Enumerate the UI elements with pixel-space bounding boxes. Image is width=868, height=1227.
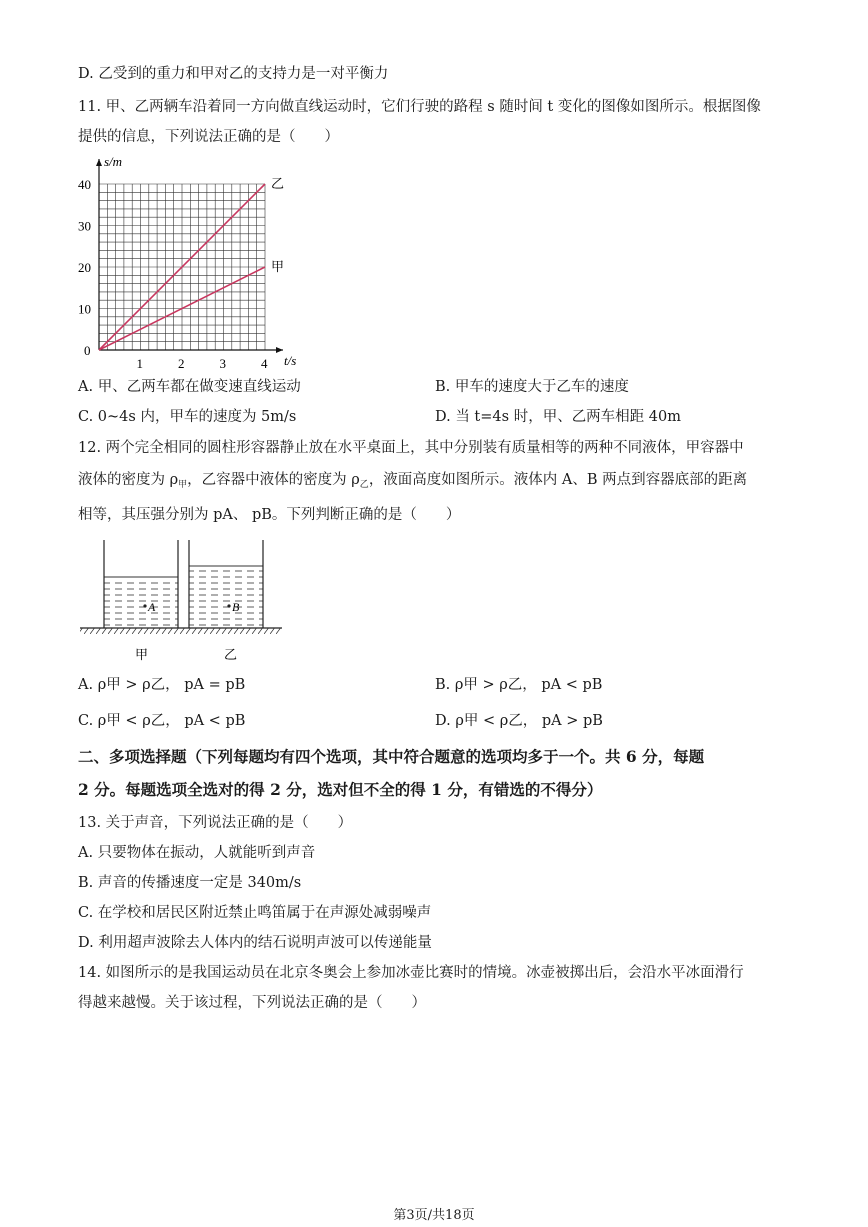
x-tick-label: 1 <box>136 356 143 371</box>
section2-heading-line1: 二、多项选择题（下列每题均有四个选项，其中符合题意的选项均多于一个。共 6 分，每题 <box>78 747 705 766</box>
q14-stem-line1: 14. 如图所示的是我国运动员在北京冬奥会上参加冰壶比赛时的情境。冰壶被掷出后，会沿水平冰面滑行 <box>78 965 744 981</box>
page-footer: 第3页/共18页 <box>393 1208 475 1223</box>
x-tick-label: 4 <box>261 356 268 371</box>
q12-stem-line3: 相等，其压强分别为 pA、 pB。下列判断正确的是（ ） <box>78 507 461 523</box>
q12-option-d: D. ρ甲 < ρ乙， pA > pB <box>435 713 603 729</box>
q11-option-d: D. 当 t=4s 时，甲、乙两车相距 40m <box>435 409 681 425</box>
q11-chart <box>78 153 308 373</box>
point-b-label: B <box>232 600 240 614</box>
y-tick-label: 40 <box>78 177 91 192</box>
q12-option-b: B. ρ甲 > ρ乙， pA < pB <box>435 677 603 693</box>
q11-option-a: A. 甲、乙两车都在做变速直线运动 <box>78 379 301 395</box>
series-label-yi: 乙 <box>271 176 285 191</box>
q11-stem-line2: 提供的信息，下列说法正确的是（ ） <box>78 129 339 145</box>
y-tick-label: 20 <box>78 260 91 275</box>
point-a-label: A <box>148 600 156 614</box>
label-jia: 甲 <box>135 647 149 662</box>
y-tick-label: 0 <box>84 343 91 358</box>
x-tick-label: 2 <box>178 356 185 371</box>
x-axis-arrow <box>276 347 283 353</box>
q13-option-d: D. 利用超声波除去人体内的结石说明声波可以传递能量 <box>78 935 432 951</box>
q11-option-b: B. 甲车的速度大于乙车的速度 <box>435 379 629 395</box>
q12-option-a: A. ρ甲 > ρ乙， pA = pB <box>78 677 246 693</box>
section2-heading-line2: 2 分。每题选项全选对的得 2 分，选对但不全的得 1 分，有错选的不得分） <box>78 780 603 799</box>
q12-stem-line2: 液体的密度为 $\rho_甲$，乙容器中液体的密度为 $\rho_乙$，液面高度如图所示。液体内 A、B 两点到容器底部的距离 <box>78 472 748 490</box>
series-label-jia: 甲 <box>271 259 285 274</box>
q10-option-d: D. 乙受到的重力和甲对乙的支持力是一对平衡力 <box>78 66 389 82</box>
liquid-yi <box>189 566 263 628</box>
y-tick-label: 10 <box>78 301 91 317</box>
y-tick-label: 30 <box>78 218 91 234</box>
point-b-dot <box>227 604 230 607</box>
q12-containers-figure <box>78 538 288 666</box>
label-yi: 乙 <box>224 647 238 662</box>
q11-stem-line1: 11. 甲、乙两辆车沿着同一方向做直线运动时，它们行驶的路程 s 随时间 t 变化的图像如图所示。根据图像 <box>78 99 761 115</box>
point-a-dot <box>143 604 146 607</box>
q12-stem-line1: 12. 两个完全相同的圆柱形容器静止放在水平桌面上，其中分别装有质量相等的两种不同液体，甲容器中 <box>78 440 744 456</box>
q11-option-c: C. 0~4s 内，甲车的速度为 5m/s <box>78 409 297 425</box>
q12-option-c: C. ρ甲 < ρ乙， pA < pB <box>78 713 246 729</box>
x-tick-label: 3 <box>219 356 226 371</box>
q13-stem: 13. 关于声音，下列说法正确的是（ ） <box>78 815 353 831</box>
q14-stem-line2: 得越来越慢。关于该过程，下列说法正确的是（ ） <box>78 995 426 1011</box>
q13-option-a: A. 只要物体在振动，人就能听到声音 <box>78 845 316 861</box>
liquid-jia <box>104 577 178 628</box>
y-axis-label: s/m <box>104 154 123 169</box>
y-axis-arrow <box>96 159 102 166</box>
q13-option-c: C. 在学校和居民区附近禁止鸣笛属于在声源处减弱噪声 <box>78 905 432 921</box>
x-axis-label: t/s <box>284 353 297 368</box>
q13-option-b: B. 声音的传播速度一定是 340m/s <box>78 875 302 891</box>
